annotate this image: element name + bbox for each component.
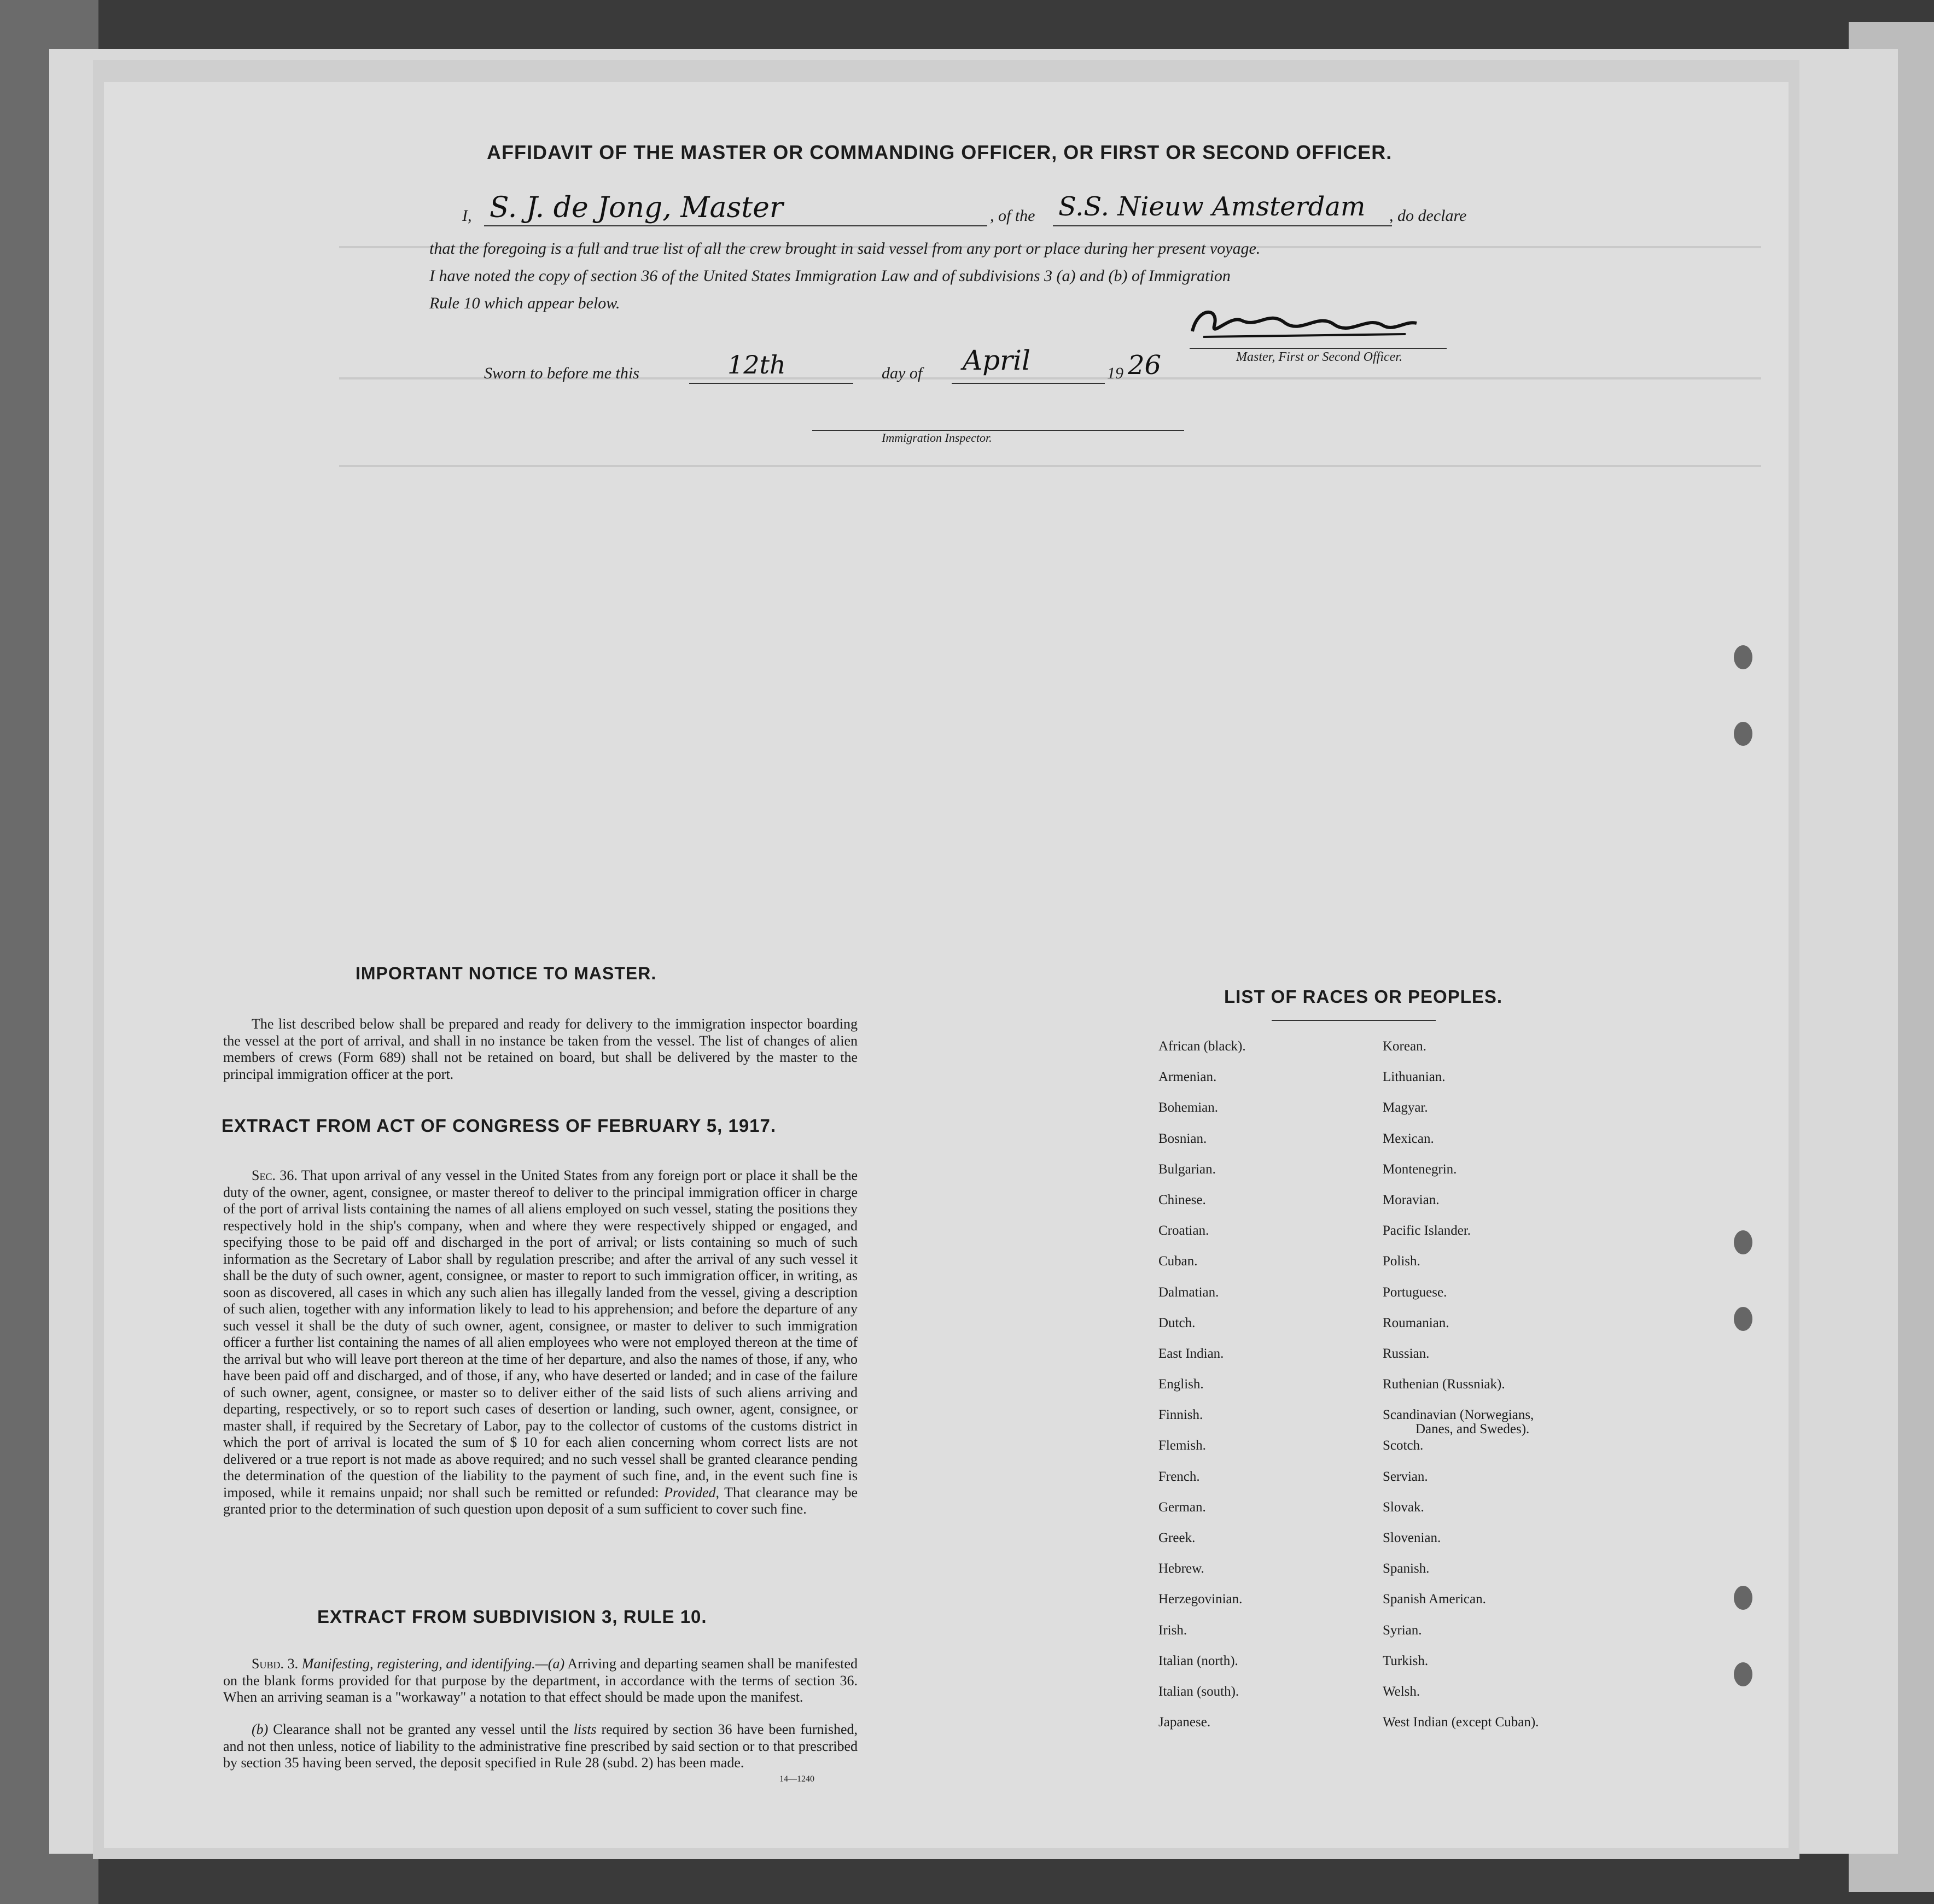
race-item: Turkish. [1383, 1653, 1429, 1668]
race-item: Armenian. [1158, 1070, 1217, 1085]
race-item: Spanish. [1383, 1561, 1430, 1576]
race-item: Syrian. [1383, 1622, 1422, 1638]
sworn-day-line [689, 383, 853, 384]
race-item: Flemish. [1158, 1438, 1206, 1453]
race-item: Roumanian. [1383, 1315, 1449, 1330]
rule-text-b [223, 1721, 858, 1772]
act-heading: EXTRACT FROM ACT OF CONGRESS OF FEBRUARY 5, 1917. [222, 1115, 777, 1136]
race-item-scandinavian: Scandinavian (Norwegians, [1383, 1407, 1534, 1423]
sworn-label: Sworn to before me this [484, 364, 639, 382]
bleed-line [339, 465, 1761, 467]
inspector-label: Immigration Inspector. [882, 431, 992, 445]
act-text [223, 1167, 858, 1518]
race-item: Bosnian. [1158, 1131, 1207, 1146]
race-item: Japanese. [1158, 1715, 1211, 1730]
race-item: Polish. [1383, 1254, 1420, 1269]
race-item: Scotch. [1383, 1438, 1424, 1453]
race-item: Irish. [1158, 1622, 1187, 1638]
punch-hole [1734, 1662, 1752, 1686]
race-item: Moravian. [1383, 1192, 1440, 1207]
race-item: Italian (south). [1158, 1684, 1239, 1699]
race-item: Welsh. [1383, 1684, 1420, 1699]
declaration-line-3: I have noted the copy of section 36 of the United States Immigration Law and of subdivisions 3 (a) and (b) of Immigration [429, 267, 1231, 285]
races-heading-rule [1272, 1020, 1436, 1021]
act-provided-label: Provided, [664, 1484, 720, 1500]
punch-hole [1734, 1307, 1752, 1331]
race-item: Russian. [1383, 1346, 1430, 1361]
races-right-column [1383, 1039, 1689, 1745]
declaration-line-2: that the foregoing is a full and true list of all the crew brought in said vessel from any port or place during her present voyage. [429, 240, 1261, 258]
punch-hole [1734, 722, 1752, 746]
master-name: S. J. de Jong, Master [490, 191, 783, 224]
race-item: French. [1158, 1469, 1200, 1484]
race-item: Dutch. [1158, 1315, 1196, 1330]
officer-label: Master, First or Second Officer. [1236, 350, 1402, 364]
race-item: Bohemian. [1158, 1100, 1219, 1115]
race-item: Chinese. [1158, 1192, 1206, 1207]
declaration-i: I, [462, 207, 472, 225]
race-item: German. [1158, 1499, 1206, 1515]
rule-text-b-2: required by section 36 have been furnished, and not then unless, notice of liability to the administrative fine prescribed by said section or to that prescribed by section 35 having been served, the deposit specified in Rule 28 (subd. 2) has been made. [223, 1721, 858, 1771]
race-item: Servian. [1383, 1469, 1428, 1484]
inspector-signature-line [812, 430, 1184, 431]
act-sec-label: Sec. 36. [252, 1167, 298, 1183]
race-item: Slovak. [1383, 1499, 1424, 1515]
race-item: Italian (north). [1158, 1653, 1238, 1668]
race-item: Herzegovinian. [1158, 1592, 1243, 1607]
race-item: Magyar. [1383, 1100, 1428, 1115]
notice-heading: IMPORTANT NOTICE TO MASTER. [356, 963, 657, 983]
races-heading: LIST OF RACES OR PEOPLES. [1224, 986, 1503, 1007]
rule-text-a [223, 1656, 858, 1706]
sworn-month-line [952, 383, 1105, 384]
rule-b-label: (b) [252, 1721, 269, 1737]
punch-hole [1734, 1230, 1752, 1254]
rule-text-a-body: Arriving and departing seamen shall be manifested on the blank forms provided for that purpose by the department, in accordance with the terms of section 36. When an arriving seaman is a "workaway" a notation to that effect should be made upon the manifest. [223, 1656, 858, 1705]
race-item: Dalmatian. [1158, 1284, 1219, 1300]
punch-hole [1734, 645, 1752, 669]
declaration-of-the: , of the [990, 207, 1035, 225]
race-item: Spanish American. [1383, 1592, 1486, 1607]
rule-subd-label: Subd. 3. [252, 1656, 299, 1672]
vessel-name: S.S. Nieuw Amsterdam [1058, 191, 1366, 222]
race-item: Montenegrin. [1383, 1161, 1457, 1177]
punch-hole [1734, 1586, 1752, 1610]
act-text-body: That upon arrival of any vessel in the United States from any foreign port or place it shall be the duty of the owner, agent, consignee, or master thereof to deliver to the principal immigration officer in charge of the port of arrival lists containing the names of all aliens employed on such vessel, stating the positions they respectively hold in the ship's company, when and where they were respectively shipped or engaged, and specifying those to be paid off and discharged in the port of arrival; or lists containing so much of such information as the Secretary of Labor shall by regulation prescribe; and after the arrival of any such vessel it shall be the duty of such owner, agent, consignee, or master to report to such immigration officer, in writing, as soon as discovered, all cases in which any such alien has illegally landed from the vessel, giving a description of such alien, together with any information likely to lead to his apprehension; and before the departure of any such vessel it shall be the duty of such owner, agent, consignee, or master to deliver to such immigration officer a further list containing the names of all alien employees who were not employed thereon at the time of the arrival but who will leave port thereon at the time of her departure, and also the names of those, if any, who have been paid off and discharged, and of those, if any, who have deserted or landed; and in case of the failure of such owner, agent, consignee, or master so to deliver either of the said lists of such aliens arriving and departing, respectively, or so to report such cases of desertion or landing, such owner, agent, consignee, or master shall, if required by the Secretary of Labor, pay to the collector of customs of the customs district in which the port of arrival is located the sum of $ 10 for each alien concerning whom correct lists are not delivered or a true report is not made as above required; and no such vessel shall be granted clearance pending the determination of the question of the liability to the payment of such fine, and, in the event such fine is imposed, while it remains unpaid; nor shall such be remitted or refunded: [223, 1167, 858, 1500]
sworn-year: 26 [1128, 350, 1162, 381]
race-item [1383, 1407, 1689, 1438]
race-item: Ruthenian (Russniak). [1383, 1377, 1505, 1392]
form-number: 14—1240 [779, 1774, 814, 1784]
race-item: Lithuanian. [1383, 1070, 1446, 1085]
race-item: Slovenian. [1383, 1531, 1441, 1545]
race-item: Hebrew. [1158, 1561, 1204, 1576]
rule-subd-title: Manifesting, registering, and identifying.—(a) [301, 1656, 565, 1672]
race-item: English. [1158, 1377, 1204, 1392]
master-signature [1187, 304, 1422, 348]
signature-line [1190, 348, 1447, 349]
race-item: Croatian. [1158, 1223, 1209, 1239]
race-item: East Indian. [1158, 1346, 1224, 1361]
act-text-end: That clearance may be granted prior to the determination of such question upon deposit of a sum sufficient to cover such fine. [223, 1484, 858, 1517]
race-item: Bulgarian. [1158, 1161, 1216, 1177]
race-item-scandinavian-cont: Danes, and Swedes). [1415, 1422, 1530, 1437]
rule-text-b-1: Clearance shall not be granted any vessel until the [273, 1721, 569, 1737]
race-item: Mexican. [1383, 1131, 1434, 1146]
race-item: Cuban. [1158, 1254, 1198, 1269]
races-left-column [1158, 1039, 1377, 1745]
sworn-month: April [963, 344, 1030, 376]
day-of-label: day of [882, 364, 923, 382]
race-item: Korean. [1383, 1039, 1426, 1054]
affidavit-title: AFFIDAVIT OF THE MASTER OR COMMANDING OFFICER, OR FIRST OR SECOND OFFICER. [487, 141, 1393, 163]
race-item: West Indian (except Cuban). [1383, 1715, 1539, 1730]
race-item: Pacific Islander. [1383, 1223, 1471, 1239]
declaration-line-4: Rule 10 which appear below. [429, 294, 620, 312]
rule-text-b-lists: lists [573, 1721, 597, 1737]
year-prefix: 19 [1107, 364, 1123, 382]
master-name-line [484, 225, 987, 226]
race-item: Greek. [1158, 1531, 1196, 1545]
race-item: Finnish. [1158, 1407, 1203, 1423]
notice-text: The list described below shall be prepared and ready for delivery to the immigration inspector boarding the vessel at the port of arrival, and shall in no instance be taken from the vessel. The list of changes of alien members of crews (Form 689) shall not be retained on board, but shall be delivered by the master to the principal immigration officer at the port. [223, 1016, 858, 1082]
declaration-do-declare: , do declare [1389, 207, 1467, 225]
sworn-day: 12th [727, 350, 786, 379]
race-item: Portuguese. [1383, 1284, 1447, 1300]
rule-heading: EXTRACT FROM SUBDIVISION 3, RULE 10. [317, 1607, 707, 1627]
vessel-name-line [1053, 225, 1392, 226]
race-item: African (black). [1158, 1039, 1246, 1054]
